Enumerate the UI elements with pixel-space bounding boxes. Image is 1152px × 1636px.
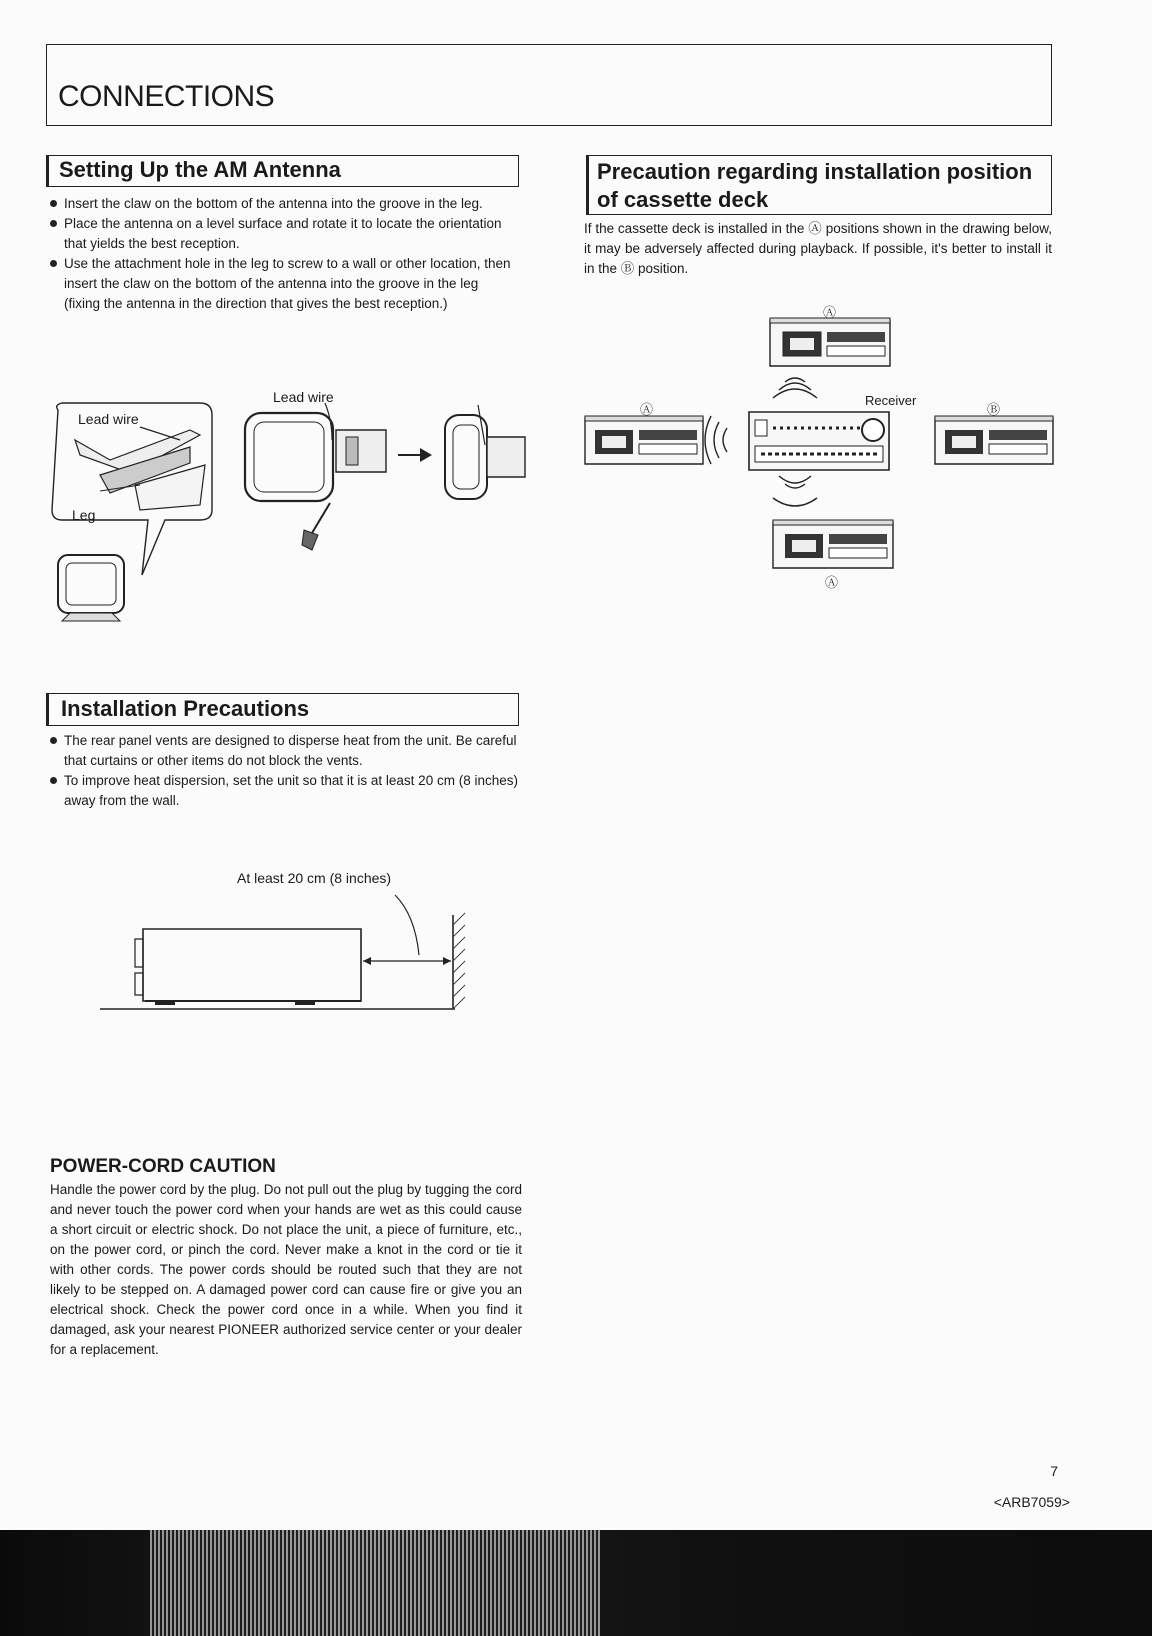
position-a-bottom: Ⓐ <box>825 575 839 590</box>
antenna-heading: Setting Up the AM Antenna <box>46 155 519 187</box>
lead-wire-label: Lead wire <box>273 389 334 405</box>
cassette-deck-left <box>585 416 703 464</box>
document-code: <ARB7059> <box>993 1494 1070 1510</box>
antenna-bullet-3: Use the attachment hole in the leg to screw to a wall or other location, then insert the claw on the bottom of the antenna into the groove in the leg (fixing the antenna in the direction that gives the best reception.) <box>48 254 518 314</box>
scan-edge-strip <box>0 1530 1152 1636</box>
cassette-position-figure <box>585 300 1055 600</box>
installation-bullet-1: The rear panel vents are designed to disperse heat from the unit. Be careful that curtains or other items do not block the vents. <box>48 731 520 771</box>
installation-bullets <box>48 731 520 811</box>
distance-label: At least 20 cm (8 inches) <box>237 870 392 886</box>
page-title: CONNECTIONS <box>58 80 275 113</box>
position-a-top: Ⓐ <box>823 305 837 320</box>
antenna-bullets <box>48 194 518 314</box>
cassette-deck-right <box>935 416 1053 464</box>
position-b-right: Ⓑ <box>987 402 1001 417</box>
receiver-unit <box>749 412 889 470</box>
cassette-deck-top <box>770 318 890 366</box>
cassette-deck-bottom <box>773 520 893 568</box>
inset-lead-wire-label: Lead wire <box>78 411 139 427</box>
page-number: 7 <box>1050 1463 1058 1479</box>
cassette-heading: Precaution regarding installation position of cassette deck <box>586 155 1052 215</box>
installation-heading: Installation Precautions <box>46 693 519 726</box>
cassette-text: If the cassette deck is installed in the Ⓐ positions shown in the drawing below, it may be adversely affected during playback. If possible, it's better to install it in the Ⓑ position. <box>584 221 1052 276</box>
power-cord-title: POWER-CORD CAUTION <box>50 1156 276 1177</box>
power-cord-text: Handle the power cord by the plug. Do not pull out the plug by tugging the cord and never touch the power cord when your hands are wet as this could cause a short circuit or electric shock. Do not place the unit, a piece of furniture, etc., on the power cord, or pinch the cord. Never make a knot in the cord or tie it with other cords. The power cords should be routed such that they are not likely to be stepped on. A damaged power cord can cause fire or give you an electrical shock. Check the power cord once in a while. When you find it damaged, ask your nearest PIONEER authorized service center or your dealer for a replacement. <box>50 1182 522 1357</box>
installation-bullet-2: To improve heat dispersion, set the unit so that it is at least 20 cm (8 inches) away from the wall. <box>48 771 520 811</box>
leg-label: Leg <box>72 507 96 523</box>
position-a-left: Ⓐ <box>640 402 654 417</box>
wall-distance-figure <box>95 885 495 1015</box>
antenna-bullet-1: Insert the claw on the bottom of the antenna into the groove in the leg. <box>48 194 518 214</box>
receiver-label: Receiver <box>865 393 917 408</box>
antenna-bullet-2: Place the antenna on a level surface and rotate it to locate the orientation that yields the best reception. <box>48 214 518 254</box>
